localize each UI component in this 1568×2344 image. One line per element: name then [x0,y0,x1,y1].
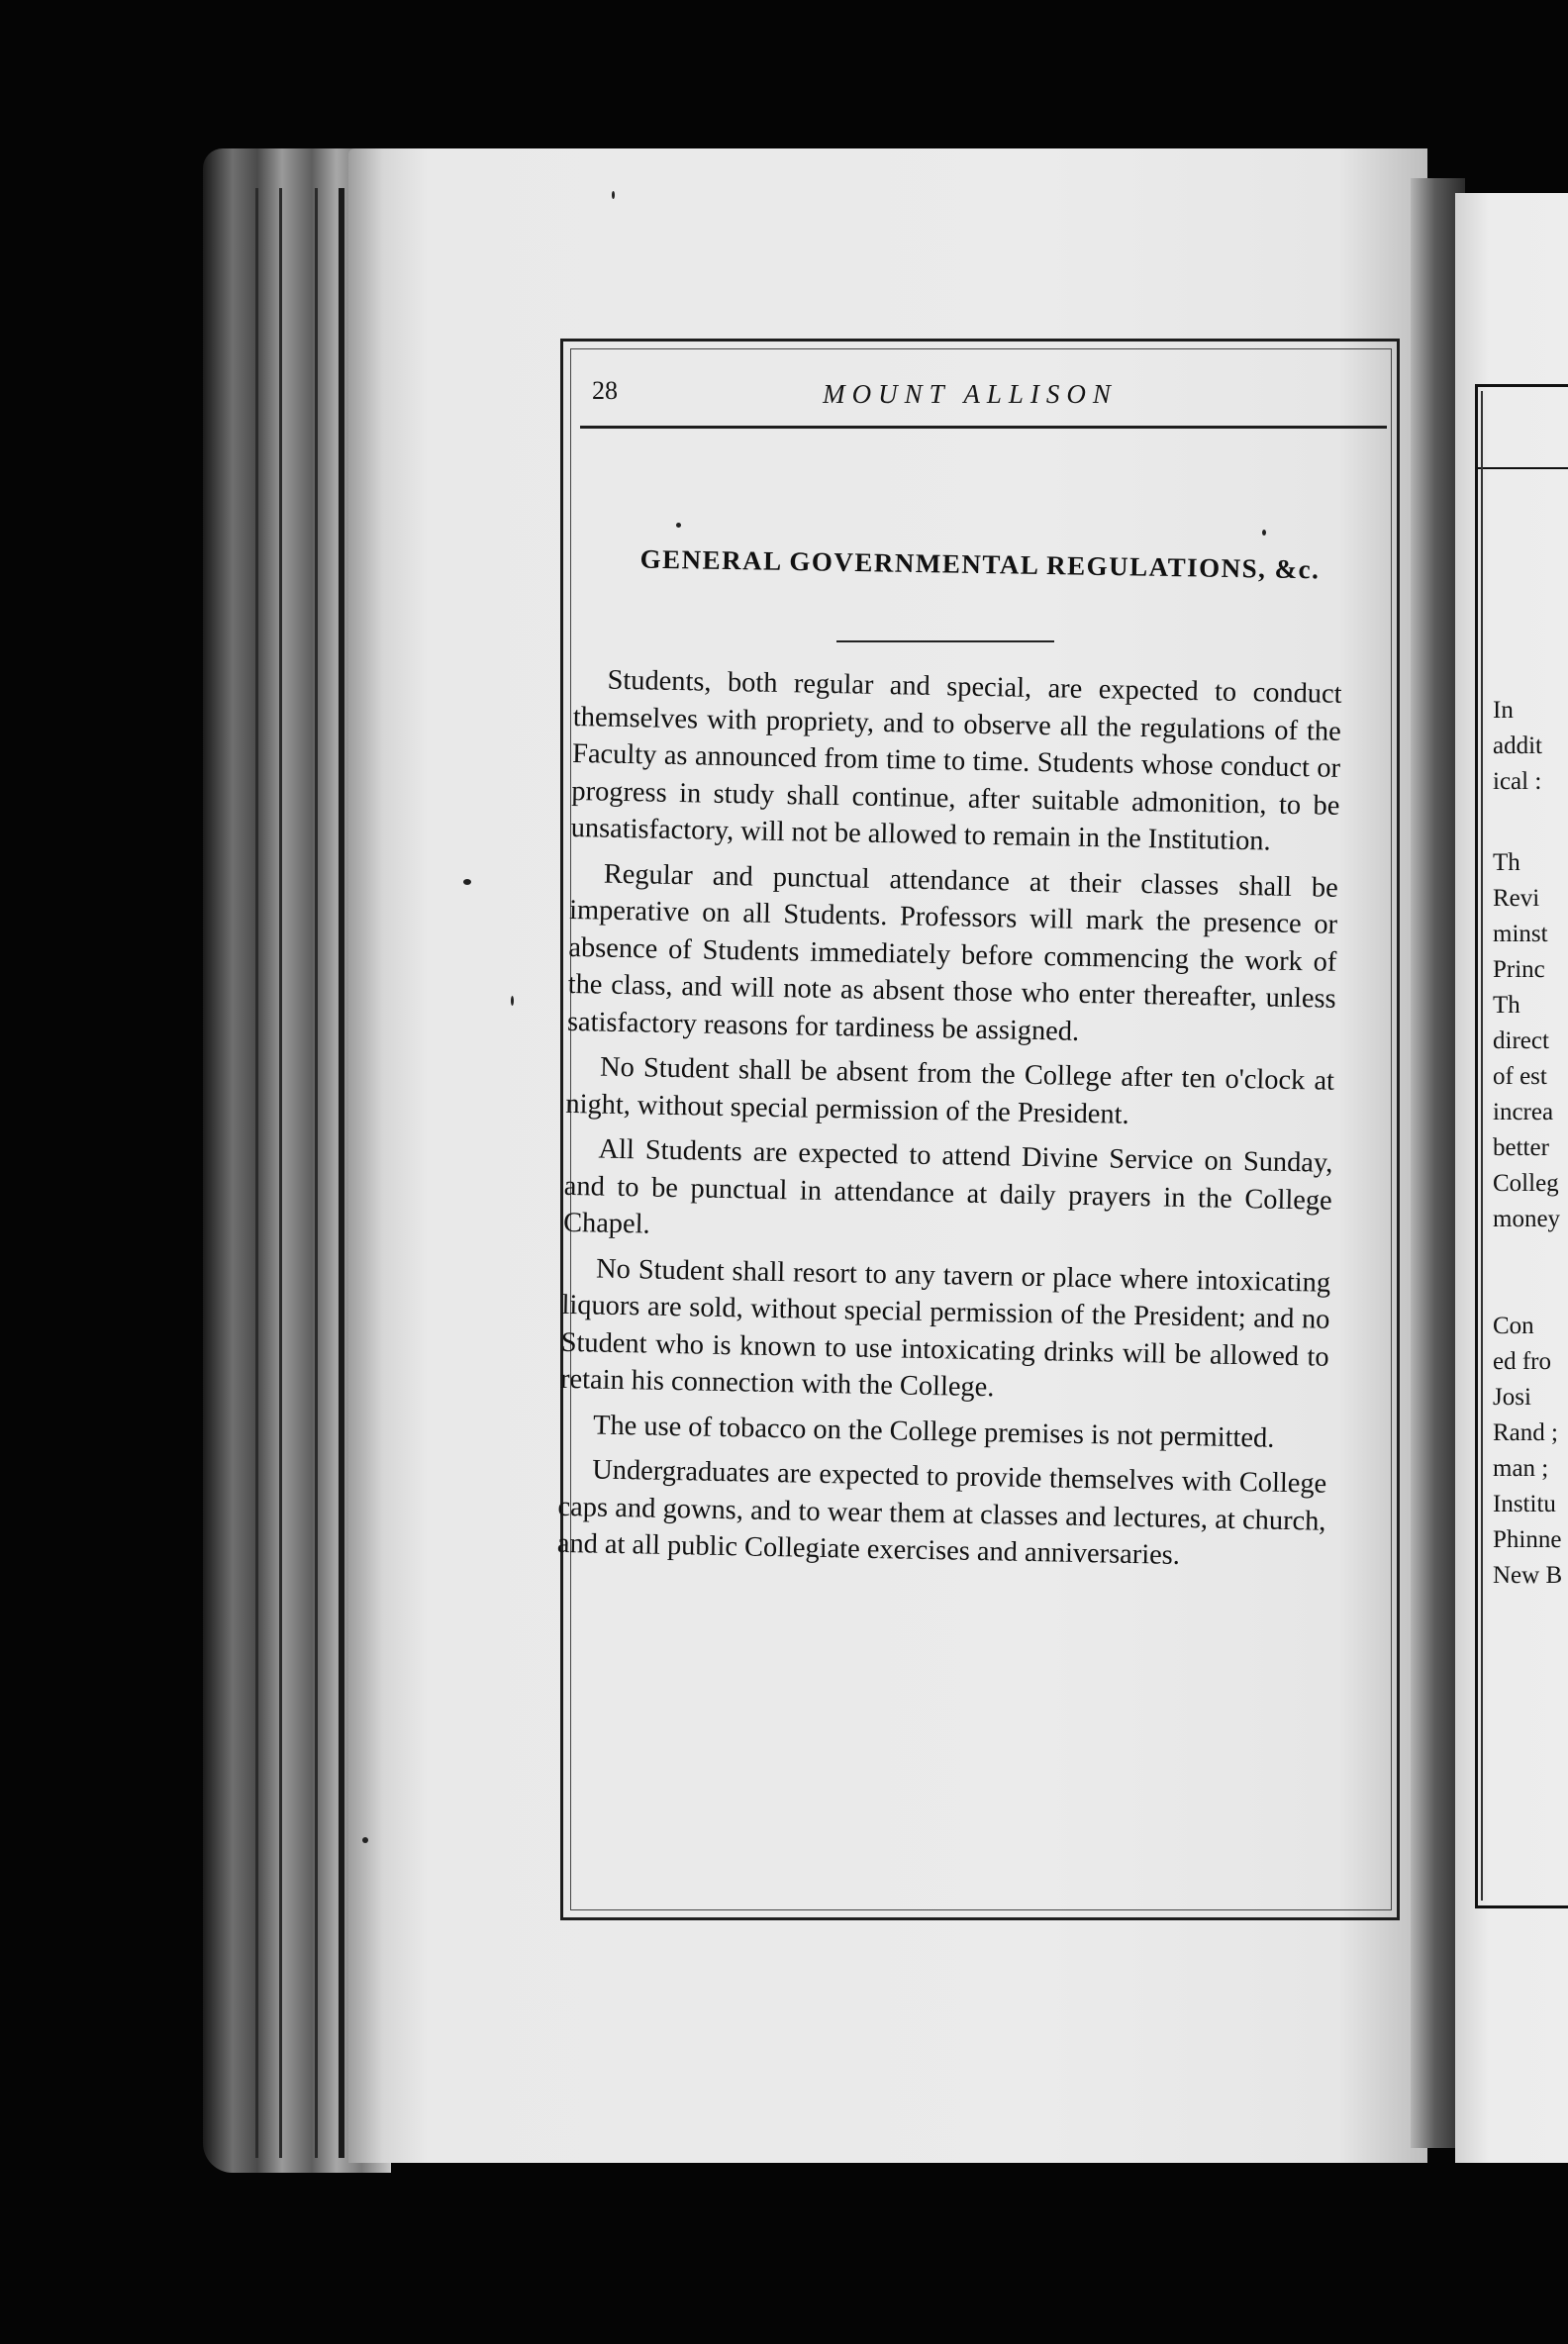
paragraph: Students, both regular and special, are expected to conduct themselves with propriety, and to observe all the regulations of the Faculty as announced from time to time. Students whose conduct or progress in study shall continue, after suitable admonition, to be unsatisfactory, will not be allowed to remain in the Institution. [570,664,1342,857]
paper-speck [362,1837,368,1843]
right-fragment [1493,800,1568,835]
paragraph: All Students are expected to attend Divine Service on Sunday, and to be punctual in attendance at daily prayers in the College Chapel. [562,1133,1333,1240]
right-page-frame-top [1477,384,1568,387]
page-edge-line [255,188,258,2158]
paragraph: Regular and punctual attendance at their classes shall be imperative on all Students. Professors will mark the presence or absence of Students immediately before commencing the work of the class, and will note as absent those who enter thereafter, unless satisfactory reasons for tardiness be assigned. [566,858,1339,1047]
right-fragment: Rand ; [1493,1419,1558,1446]
right-fragment: Th [1493,849,1520,876]
right-fragment: Colleg [1493,1170,1559,1197]
paragraph: No Student shall resort to any tavern or place where intoxicating liquors are sold, without special permission of the President; and no Student who is known to use intoxicating drinks will be allowed to retain his connection with the College. [559,1253,1331,1404]
right-page-frame-inner-left [1481,391,1483,1901]
right-fragment: Revi [1493,885,1540,912]
right-fragment: of est [1493,1063,1547,1090]
right-fragment: Josi [1493,1384,1531,1411]
paper-speck [463,879,471,885]
right-fragment: Princ [1493,956,1545,983]
right-fragment: addit [1493,732,1542,759]
paper-speck [511,996,514,1006]
page-edge-line [279,188,282,2158]
page-edge-line [339,188,344,2158]
body-text [556,661,1341,1585]
right-fragment [1493,1273,1568,1309]
right-fragment: direct [1493,1027,1549,1054]
right-fragment: New B [1493,1562,1563,1589]
title-rule [836,640,1054,642]
paper-speck [1262,530,1266,536]
right-page-text-fragments [1493,693,1568,1594]
right-fragment: Phinne [1493,1526,1562,1553]
right-fragment: ical : [1493,768,1542,795]
right-fragment: Institu [1493,1491,1556,1517]
section-title: GENERAL GOVERNMENTAL REGULATIONS, &c. [639,543,1321,585]
paragraph: The use of tobacco on the College premises is not permitted. [592,1410,1275,1454]
header-rule [580,426,1387,429]
right-fragment [1493,1237,1568,1273]
right-page-header-rule [1477,467,1568,469]
right-page-frame-bottom [1475,1905,1568,1908]
right-fragment: man ; [1493,1455,1549,1482]
page-number: 28 [592,376,618,405]
right-fragment: better [1493,1134,1549,1161]
right-page-frame-left [1475,384,1478,1908]
paper-speck [612,191,615,199]
page-edge-line [315,188,318,2158]
right-fragment: money [1493,1206,1561,1232]
running-head: MOUNT ALLISON [823,379,1118,409]
paragraph: No Student shall be absent from the College after ten o'clock at night, without special permission of the President. [565,1051,1335,1130]
right-fragment: In [1493,697,1514,724]
right-fragment: increa [1493,1099,1554,1125]
paper-speck [676,523,681,528]
right-fragment: ed fro [1493,1348,1551,1375]
paragraph: Undergraduates are expected to provide themselves with College caps and gowns, and to wear them at classes and lectures, at church, and at all public Collegiate exercises and anniversaries. [556,1454,1327,1571]
right-fragment: Th [1493,992,1520,1019]
right-fragment: minst [1493,921,1548,947]
right-fragment: Con [1493,1313,1534,1339]
